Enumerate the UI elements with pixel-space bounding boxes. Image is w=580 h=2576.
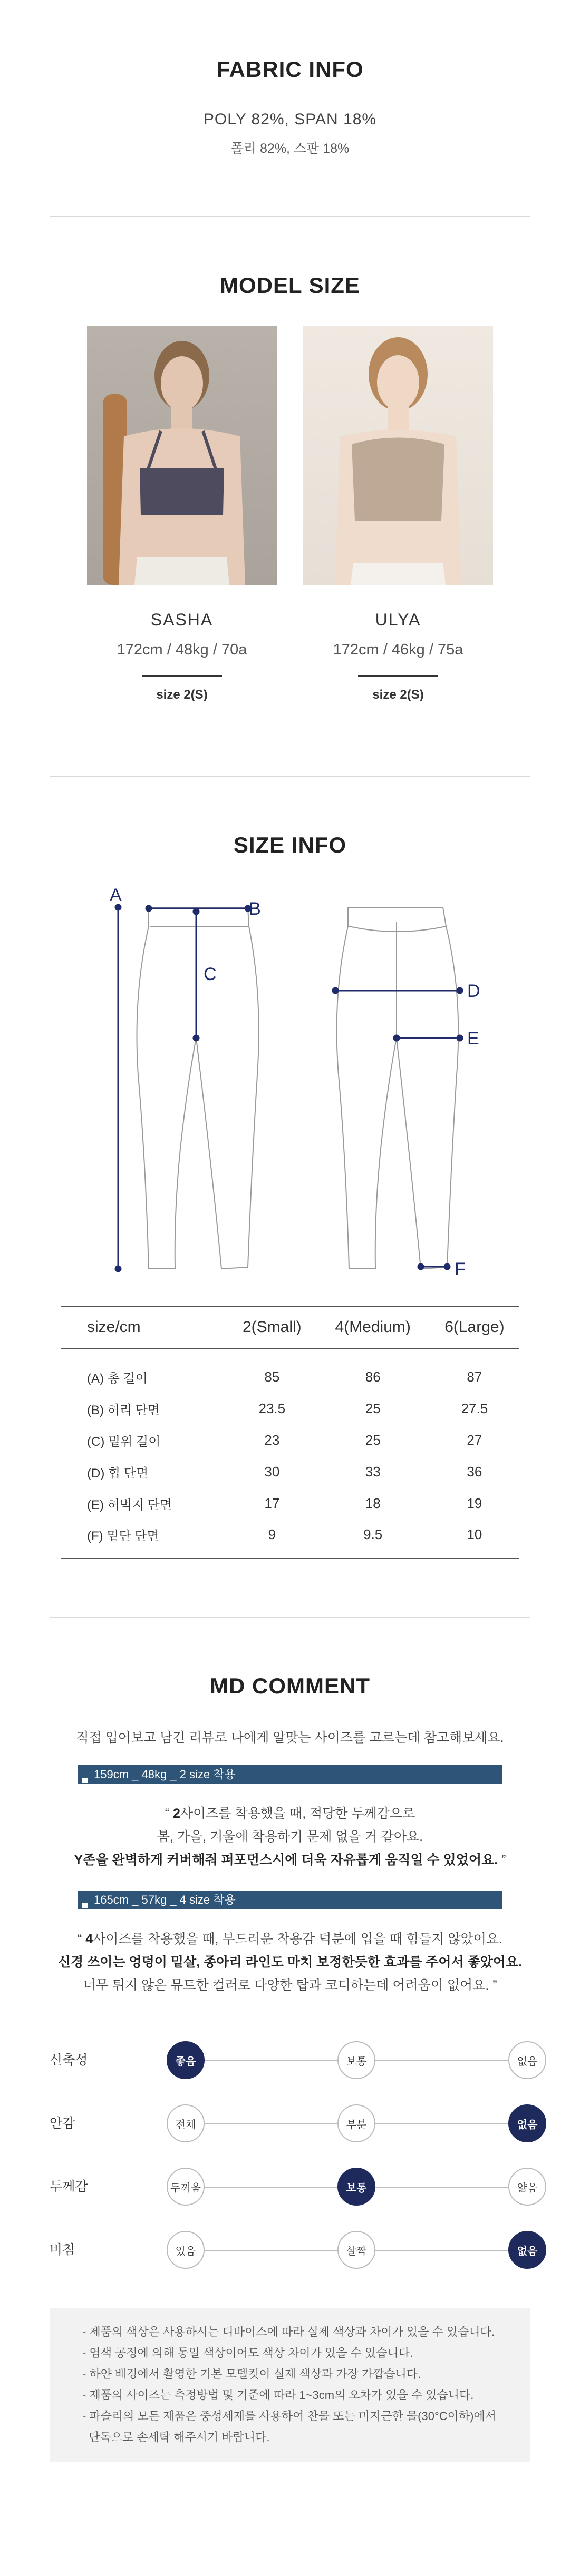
cell-value: 23 (264, 1432, 280, 1448)
size-diagram (0, 885, 580, 1286)
model-measurements: 172cm / 46kg / 75a (333, 641, 463, 658)
leggings-back-drawing (337, 907, 459, 1269)
rating-option: 없음 (508, 2104, 546, 2142)
model-wearing-size: size 2(S) (156, 688, 208, 702)
model-name: ULYA (375, 610, 421, 629)
row-label: (A) 총 길이 (87, 1372, 148, 1386)
model-wearing-size: size 2(S) (372, 688, 424, 702)
model-size-title: MODEL SIZE (220, 273, 360, 298)
cell-value: 85 (264, 1369, 280, 1385)
model-card (303, 326, 493, 702)
cell-value: 17 (264, 1495, 280, 1511)
rating-option: 전체 (167, 2104, 205, 2142)
label-e: E (467, 1029, 479, 1049)
cell-value: 9 (228, 1519, 316, 1558)
review-1-header: 159cm _ 48kg _ 2 size 착용 (78, 1765, 502, 1784)
table-row (61, 1393, 519, 1424)
model-divider (142, 675, 222, 677)
table-row (61, 1519, 519, 1558)
rating-row-stretch (50, 2034, 538, 2097)
rating-option: 없음 (508, 2231, 546, 2269)
table-row (61, 1456, 519, 1487)
row-label: (B) 허리 단면 (87, 1403, 160, 1417)
size-info-section (0, 777, 580, 1617)
cell-value: 87 (467, 1369, 482, 1385)
rating-row-thickness (50, 2160, 538, 2224)
model-photo (87, 326, 277, 585)
notice-line: - 하얀 배경에서 촬영한 기본 모델컷이 실제 색상과 가장 가깝습니다. (82, 2367, 421, 2381)
table-row (61, 1424, 519, 1456)
cell-value: 33 (365, 1463, 381, 1480)
review-2-header: 165cm _ 57kg _ 4 size 착용 (78, 1891, 502, 1909)
cell-value: 25 (365, 1432, 381, 1448)
label-d: D (467, 981, 480, 1001)
notice-line: - 염색 공정에 의해 동일 색상이어도 색상 차이가 있을 수 있습니다. (82, 2346, 413, 2359)
fit-rating-chart (50, 2034, 538, 2287)
rating-option: 보통 (337, 2041, 375, 2079)
cell-value: 86 (365, 1369, 381, 1385)
md-comment-title: MD COMMENT (210, 1673, 370, 1698)
fabric-composition-ko: 폴리 82%, 스판 18% (230, 141, 350, 156)
leggings-front-drawing (137, 907, 259, 1269)
size-table-header: size/cm (61, 1306, 228, 1348)
model-divider (358, 675, 438, 677)
md-intro-text: 직접 입어보고 남긴 리뷰로 나에게 알맞는 사이즈를 고르는데 참고해보세요. (76, 1730, 504, 1745)
rating-option: 보통 (337, 2168, 375, 2206)
label-a: A (110, 885, 122, 905)
model-card (87, 326, 277, 702)
row-label: (E) 허벅지 단면 (87, 1497, 172, 1512)
rating-option: 있음 (167, 2231, 205, 2269)
rating-label: 안감 (50, 2116, 75, 2131)
cell-value: 36 (467, 1463, 482, 1480)
model-photo (303, 326, 493, 585)
table-row (61, 1487, 519, 1519)
cell-value: 25 (365, 1400, 381, 1416)
rating-option: 좋음 (167, 2041, 205, 2079)
model-size-section (0, 217, 580, 776)
fabric-info-section (0, 0, 580, 216)
review-1-quote: “ 2사이즈를 착용했을 때, 적당한 두께감으로 봄, 가을, 겨울에 착용하기 문제 없을 거 같아요. Y존을 완벽하게 커버해줘 퍼포먼스시에 더욱 자유롭게 움직일 수 있었어요. ” (74, 1806, 506, 1867)
row-label: (C) 밑위 길이 (87, 1434, 161, 1449)
cell-value: 27.5 (461, 1400, 488, 1416)
row-label: (D) 힙 단면 (87, 1466, 149, 1481)
cell-value: 30 (264, 1463, 280, 1480)
cell-value: 27 (467, 1432, 482, 1448)
rating-row-lining (50, 2097, 538, 2160)
size-table (61, 1306, 519, 1559)
rating-row-see-through (50, 2224, 538, 2287)
rating-label: 비침 (50, 2242, 75, 2257)
rating-option: 없음 (508, 2041, 546, 2079)
md-comment-section (0, 1618, 580, 2444)
size-info-title: SIZE INFO (233, 832, 347, 857)
rating-option: 부분 (337, 2104, 375, 2142)
size-table-header: 2(Small) (228, 1306, 316, 1348)
label-f: F (455, 1259, 466, 1279)
product-notice-box (50, 2308, 530, 2462)
label-b: B (249, 899, 261, 919)
size-table-header: 4(Medium) (316, 1306, 430, 1348)
size-table-header: 6(Large) (430, 1306, 519, 1348)
review-2-quote: “ 4사이즈를 착용했을 때, 부드러운 착용감 덕분에 입을 때 힘들지 않았어요. 신경 쓰이는 엉덩이 밑살, 종아리 라인도 마치 보정한듯한 효과를 주어서 좋았어요. 너무 튀지 않은 뮤트한 컬러로 다양한 탑과 코디하는데 어려움이 없어요. ” (57, 1932, 523, 1993)
notice-line: - 파슬리의 모든 제품은 중성세제를 사용하여 찬물 또는 미지근한 물(30°C이하)에서 (82, 2410, 496, 2423)
notice-line: - 제품의 색상은 사용하시는 디바이스에 따라 실제 색상과 차이가 있을 수 있습니다. (82, 2325, 495, 2338)
table-row (61, 1348, 519, 1393)
row-label: (F) 밑단 단면 (61, 1519, 228, 1558)
label-c: C (204, 964, 217, 984)
cell-value: 10 (430, 1519, 519, 1558)
cell-value: 19 (467, 1495, 482, 1511)
cell-value: 18 (365, 1495, 381, 1511)
rating-option: 얇음 (508, 2168, 546, 2206)
notice-line: 단독으로 손세탁 해주시기 바랍니다. (82, 2431, 270, 2444)
rating-option: 두꺼움 (167, 2168, 205, 2206)
rating-label: 두께감 (50, 2179, 88, 2194)
rating-label: 신축성 (50, 2053, 88, 2068)
cell-value: 9.5 (316, 1519, 430, 1558)
rating-option: 살짝 (337, 2231, 375, 2269)
fabric-info-title: FABRIC INFO (216, 57, 364, 82)
model-measurements: 172cm / 48kg / 70a (117, 641, 247, 658)
cell-value: 23.5 (258, 1400, 286, 1416)
fabric-composition-en: POLY 82%, SPAN 18% (203, 111, 377, 128)
model-name: SASHA (150, 610, 214, 629)
notice-line: - 제품의 사이즈는 측정방법 및 기준에 따라 1~3cm의 오차가 있을 수 있습니다. (82, 2388, 474, 2402)
